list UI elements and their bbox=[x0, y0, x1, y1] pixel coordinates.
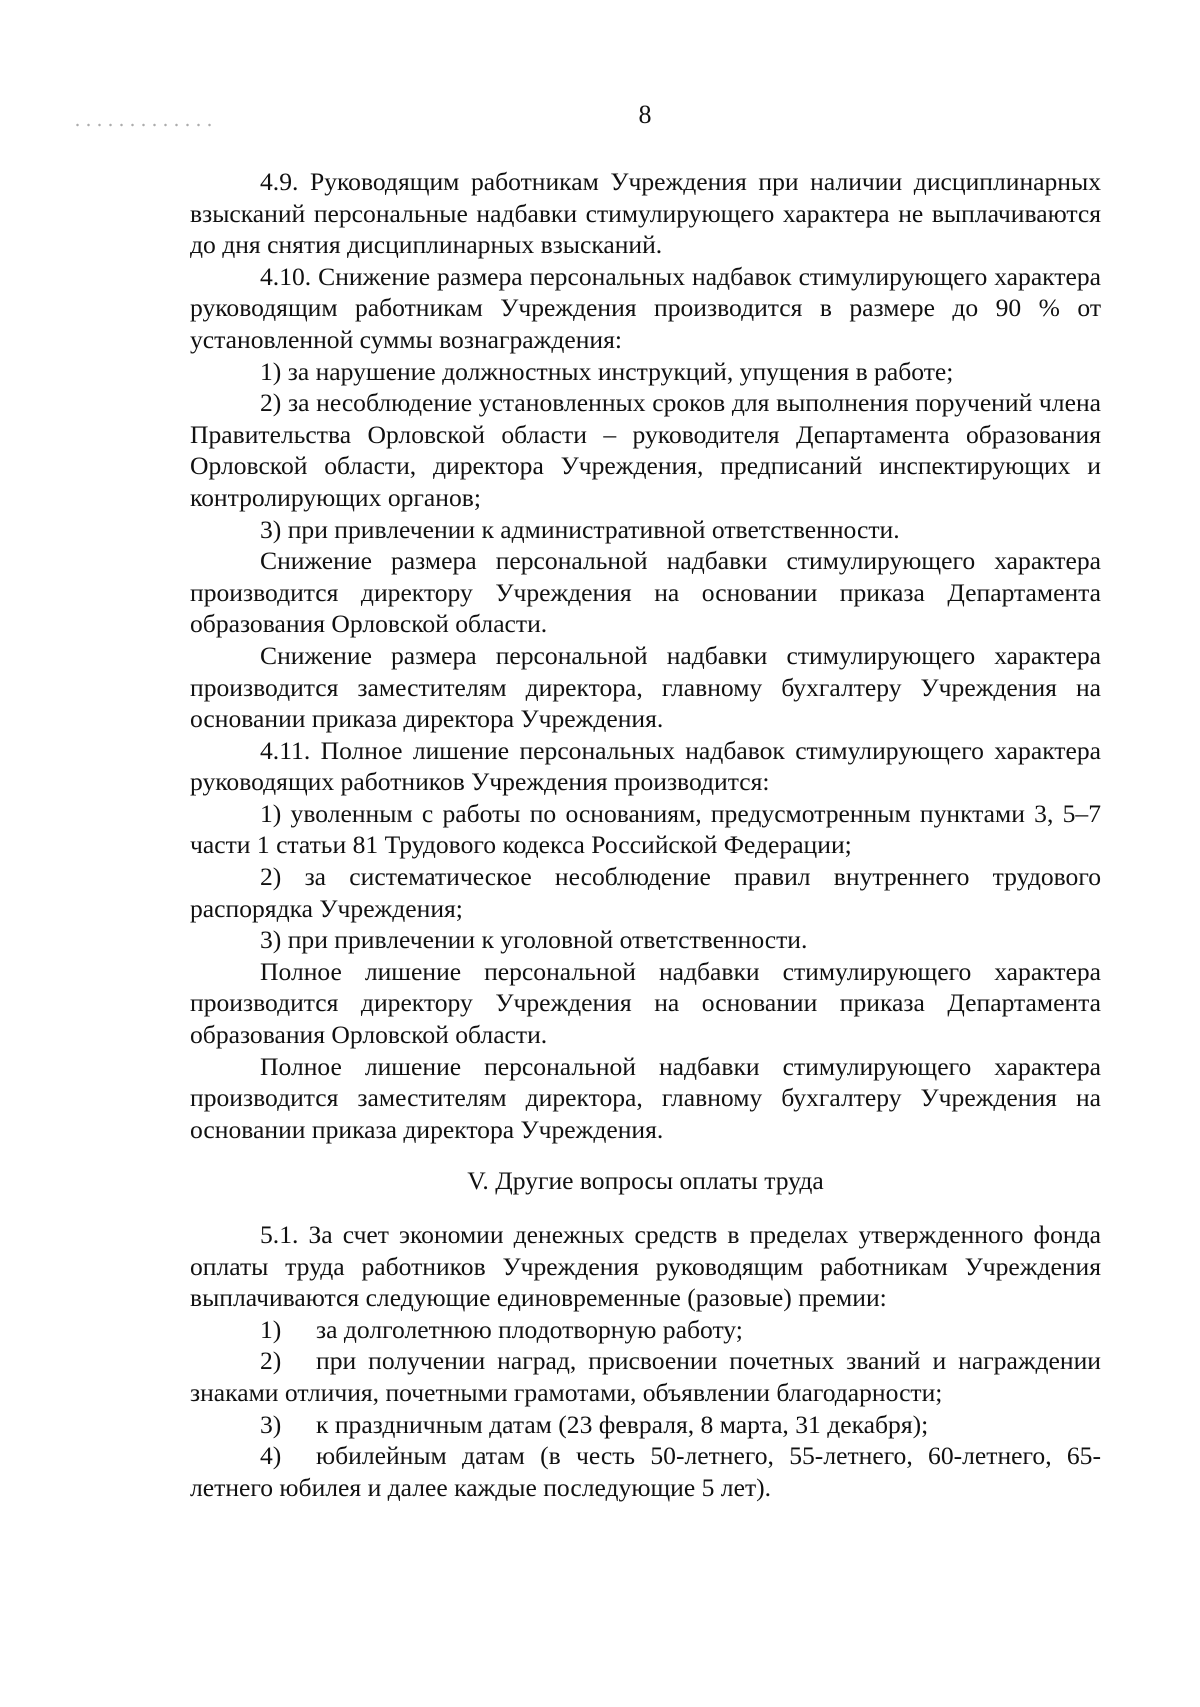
paragraph: Полное лишение персональной надбавки стимулирующего характера производится заместителям директора, главному бухгалтеру Учреждения на основании приказа директора Учреждения. bbox=[190, 1051, 1101, 1144]
list-item bbox=[190, 1345, 1101, 1408]
paragraph-4-11: 4.11. Полное лишение персональных надбавок стимулирующего характера руководящих работников Учреждения производится: bbox=[190, 735, 1101, 797]
list-item-text: юбилейным датам (в честь 50-летнего, 55-летнего, 60-летнего, 65-летнего юбилея и далее каждые последующие 5 лет). bbox=[190, 1441, 1101, 1502]
list-item: 2) за систематическое несоблюдение правил внутреннего трудового распорядка Учреждения; bbox=[190, 862, 1101, 923]
paragraph: Полное лишение персональной надбавки стимулирующего характера производится директору Учреждения на основании приказа Департамента образования Орловской области. bbox=[190, 956, 1101, 1050]
list-item: 2) за несоблюдение установленных сроков для выполнения поручений члена Правительства Орловской области – руководителя Департамента образования Орловской области, директора Учреждения, предписаний инспектирующих и контролирующих органов; bbox=[190, 388, 1101, 512]
page-number: 8 bbox=[638, 100, 652, 129]
list-item-number: 2) bbox=[260, 1346, 282, 1376]
document-body bbox=[190, 166, 1101, 1503]
list-item: 3) при привлечении к уголовной ответственности. bbox=[260, 925, 808, 955]
list-item-number: 3) bbox=[260, 1409, 282, 1439]
paragraph-4-10: 4.10. Снижение размера персональных надбавок стимулирующего характера руководящим работникам Учреждения производится в размере до 90 % от установленной суммы вознаграждения: bbox=[190, 261, 1101, 354]
list-item bbox=[190, 1409, 1101, 1441]
section-heading: V. Другие вопросы оплаты труда bbox=[467, 1166, 824, 1196]
list-item bbox=[190, 1314, 1101, 1346]
list-item-text: за долголетнюю плодотворную работу; bbox=[316, 1314, 743, 1344]
list-item-text: к праздничным датам (23 февраля, 8 марта, 31 декабря); bbox=[316, 1409, 929, 1439]
list-item bbox=[190, 1440, 1101, 1503]
paragraph-4-9: 4.9. Руководящим работникам Учреждения при наличии дисциплинарных взысканий персональные надбавки стимулирующего характера не выплачиваются до дня снятия дисциплинарных взысканий. bbox=[190, 167, 1101, 260]
list-item-number: 1) bbox=[260, 1314, 282, 1344]
list-item-text: при получении наград, присвоении почетных званий и награждении знаками отличия, почетными грамотами, объявлении благодарности; bbox=[190, 1346, 1101, 1407]
paragraph-5-1: 5.1. За счет экономии денежных средств в пределах утвержденного фонда оплаты труда работников Учреждения руководящим работникам Учреждения выплачиваются следующие единовременные (разовые) премии: bbox=[190, 1220, 1101, 1313]
paragraph: Снижение размера персональной надбавки стимулирующего характера производится заместителям директора, главному бухгалтеру Учреждения на основании приказа директора Учреждения. bbox=[190, 640, 1101, 734]
list-item: 3) при привлечении к административной ответственности. bbox=[260, 514, 900, 544]
list-item: 1) уволенным с работы по основаниям, предусмотренным пунктами 3, 5–7 части 1 статьи 81 Трудового кодекса Российской Федерации; bbox=[190, 798, 1101, 860]
list-item: 1) за нарушение должностных инструкций, упущения в работе; bbox=[260, 356, 954, 386]
list-item-number: 4) bbox=[260, 1441, 282, 1471]
paragraph: Снижение размера персональной надбавки стимулирующего характера производится директору Учреждения на основании приказа Департамента образования Орловской области. bbox=[190, 546, 1101, 639]
